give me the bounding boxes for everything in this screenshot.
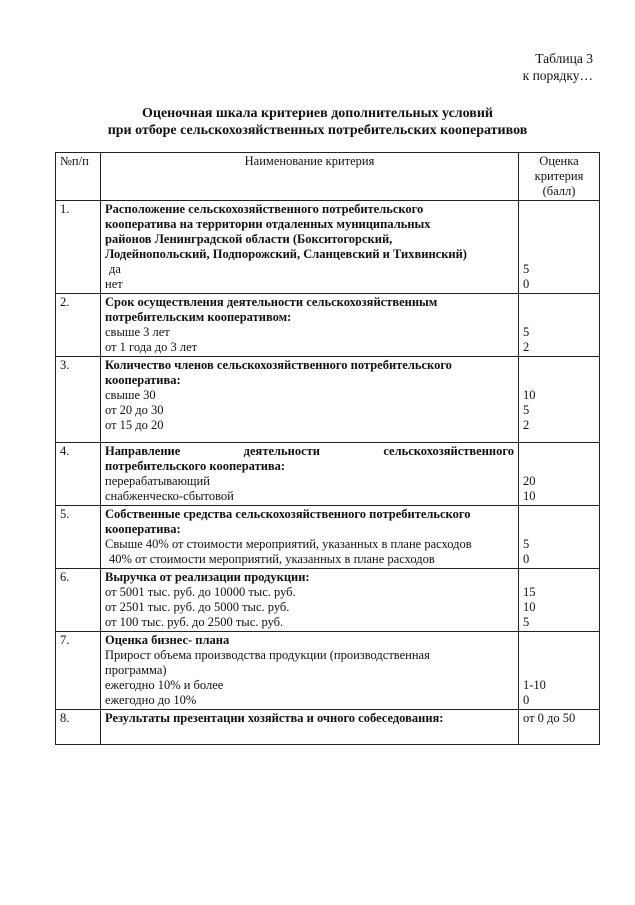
row-number: 1. bbox=[56, 201, 101, 294]
order-reference: к порядку… bbox=[522, 68, 593, 83]
option-score: 0 bbox=[523, 277, 530, 291]
option-score: 5 bbox=[523, 615, 530, 629]
criterion-title-line: Лодейнопольский, Подпорожский, Сланцевский и Тихвинский) bbox=[105, 247, 467, 261]
criterion-cell bbox=[101, 632, 519, 710]
row-number: 5. bbox=[56, 506, 101, 569]
criterion-cell bbox=[101, 201, 519, 294]
option-label: от 1 года до 3 лет bbox=[105, 340, 198, 354]
header-score bbox=[519, 153, 600, 201]
criteria-table bbox=[55, 152, 600, 745]
option-label: перерабатывающий bbox=[105, 474, 210, 488]
criterion-cell bbox=[101, 710, 519, 745]
option-label: от 100 тыс. руб. до 2500 тыс. руб. bbox=[105, 615, 284, 629]
row-number: 3. bbox=[56, 357, 101, 443]
criterion-row-1 bbox=[56, 201, 600, 294]
row-number: 2. bbox=[56, 294, 101, 357]
option-label: от 5001 тыс. руб. до 10000 тыс. руб. bbox=[105, 585, 296, 599]
row-number: 4. bbox=[56, 443, 101, 506]
option-score: 10 bbox=[523, 600, 536, 614]
score-cell bbox=[519, 357, 600, 443]
header-score-line-1: Оценка bbox=[539, 154, 579, 168]
option-score: 15 bbox=[523, 585, 536, 599]
option-score: 2 bbox=[523, 340, 530, 354]
option-label: ежегодно до 10% bbox=[105, 693, 197, 707]
option-score: 1-10 bbox=[523, 678, 546, 692]
criterion-title bbox=[105, 202, 514, 262]
row-number: 8. bbox=[56, 710, 101, 745]
criterion-title-line: кооператива: bbox=[105, 373, 181, 387]
criterion-row-5 bbox=[56, 506, 600, 569]
option-label: нет bbox=[105, 277, 123, 291]
option-label: Свыше 40% от стоимости мероприятий, указанных в плане расходов bbox=[105, 537, 472, 551]
criterion-title-line: Результаты презентации хозяйства и очного собеседования: bbox=[105, 711, 444, 725]
option-score: 0 bbox=[523, 693, 530, 707]
criterion-cell bbox=[101, 294, 519, 357]
criterion-cell bbox=[101, 357, 519, 443]
criterion-row-4 bbox=[56, 443, 600, 506]
criterion-title bbox=[105, 711, 514, 726]
title-line-1: Оценочная шкала критериев дополнительных условий bbox=[142, 106, 493, 121]
option-label: 40% от стоимости мероприятий, указанных в плане расходов bbox=[109, 552, 435, 566]
option-label: от 20 до 30 bbox=[105, 403, 164, 417]
criterion-row-7 bbox=[56, 632, 600, 710]
document-title bbox=[0, 105, 635, 139]
criterion-subtitle: программа) bbox=[105, 663, 167, 677]
option-label: да bbox=[109, 262, 121, 276]
criterion-title bbox=[105, 507, 514, 537]
row-number: 7. bbox=[56, 632, 101, 710]
row-number: 6. bbox=[56, 569, 101, 632]
criterion-title-line: потребительским кооперативом: bbox=[105, 310, 292, 324]
option-score: 10 bbox=[523, 388, 536, 402]
criterion-subtitle: Прирост объема производства продукции (производственная bbox=[105, 648, 430, 662]
criterion-cell bbox=[101, 569, 519, 632]
option-score: 5 bbox=[523, 325, 530, 339]
option-score: 5 bbox=[523, 537, 530, 551]
criterion-row-3 bbox=[56, 357, 600, 443]
criterion-title bbox=[105, 570, 514, 585]
criterion-title bbox=[105, 295, 514, 325]
header-number: №п/п bbox=[56, 153, 101, 201]
option-score: 5 bbox=[523, 403, 530, 417]
option-score: от 0 до 50 bbox=[523, 711, 576, 725]
score-cell bbox=[519, 443, 600, 506]
criterion-title bbox=[105, 633, 514, 648]
option-score: 5 bbox=[523, 262, 530, 276]
criterion-title-line: Выручка от реализации продукции: bbox=[105, 570, 310, 584]
criterion-title-line: потребительского кооператива: bbox=[105, 459, 286, 473]
criterion-title-line: районов Ленинградской области (Бокситогорский, bbox=[105, 232, 393, 246]
option-label: снабженческо-сбытовой bbox=[105, 489, 234, 503]
option-score: 20 bbox=[523, 474, 536, 488]
option-score: 10 bbox=[523, 489, 536, 503]
option-label: ежегодно 10% и более bbox=[105, 678, 224, 692]
criterion-row-2 bbox=[56, 294, 600, 357]
option-label: от 15 до 20 bbox=[105, 418, 164, 432]
header-criterion-name: Наименование критерия bbox=[101, 153, 519, 201]
criterion-title-line: кооператива на территории отдаленных муниципальных bbox=[105, 217, 431, 231]
header-score-line-3: (балл) bbox=[542, 184, 576, 198]
criterion-title-line: Расположение сельскохозяйственного потребительского bbox=[105, 202, 424, 216]
score-cell bbox=[519, 294, 600, 357]
criterion-row-6 bbox=[56, 569, 600, 632]
score-cell bbox=[519, 710, 600, 745]
table-header-row bbox=[56, 153, 600, 201]
option-label: от 2501 тыс. руб. до 5000 тыс. руб. bbox=[105, 600, 290, 614]
title-line-2: при отборе сельскохозяйственных потребительских кооперативов bbox=[107, 123, 528, 138]
table-number: Таблица 3 bbox=[535, 51, 593, 66]
option-score: 2 bbox=[523, 418, 530, 432]
score-cell bbox=[519, 632, 600, 710]
option-label: свыше 30 bbox=[105, 388, 156, 402]
criterion-title-line: кооператива: bbox=[105, 522, 181, 536]
score-cell bbox=[519, 201, 600, 294]
option-label: свыше 3 лет bbox=[105, 325, 170, 339]
criterion-title bbox=[105, 444, 514, 474]
criterion-title-line: Собственные средства сельскохозяйственного потребительского bbox=[105, 507, 471, 521]
criterion-title-line: Срок осуществления деятельности сельскохозяйственным bbox=[105, 295, 438, 309]
header-score-line-2: критерия bbox=[534, 169, 584, 183]
criterion-cell bbox=[101, 443, 519, 506]
criterion-title-line: Направление деятельности сельскохозяйственного bbox=[105, 444, 514, 458]
criterion-row-8 bbox=[56, 710, 600, 745]
criterion-title-line: Оценка бизнес- плана bbox=[105, 633, 230, 647]
criterion-title bbox=[105, 358, 514, 388]
criterion-cell bbox=[101, 506, 519, 569]
score-cell bbox=[519, 506, 600, 569]
table-reference-note bbox=[523, 50, 593, 84]
criterion-title-line: Количество членов сельскохозяйственного потребительского bbox=[105, 358, 452, 372]
option-score: 0 bbox=[523, 552, 530, 566]
score-cell bbox=[519, 569, 600, 632]
